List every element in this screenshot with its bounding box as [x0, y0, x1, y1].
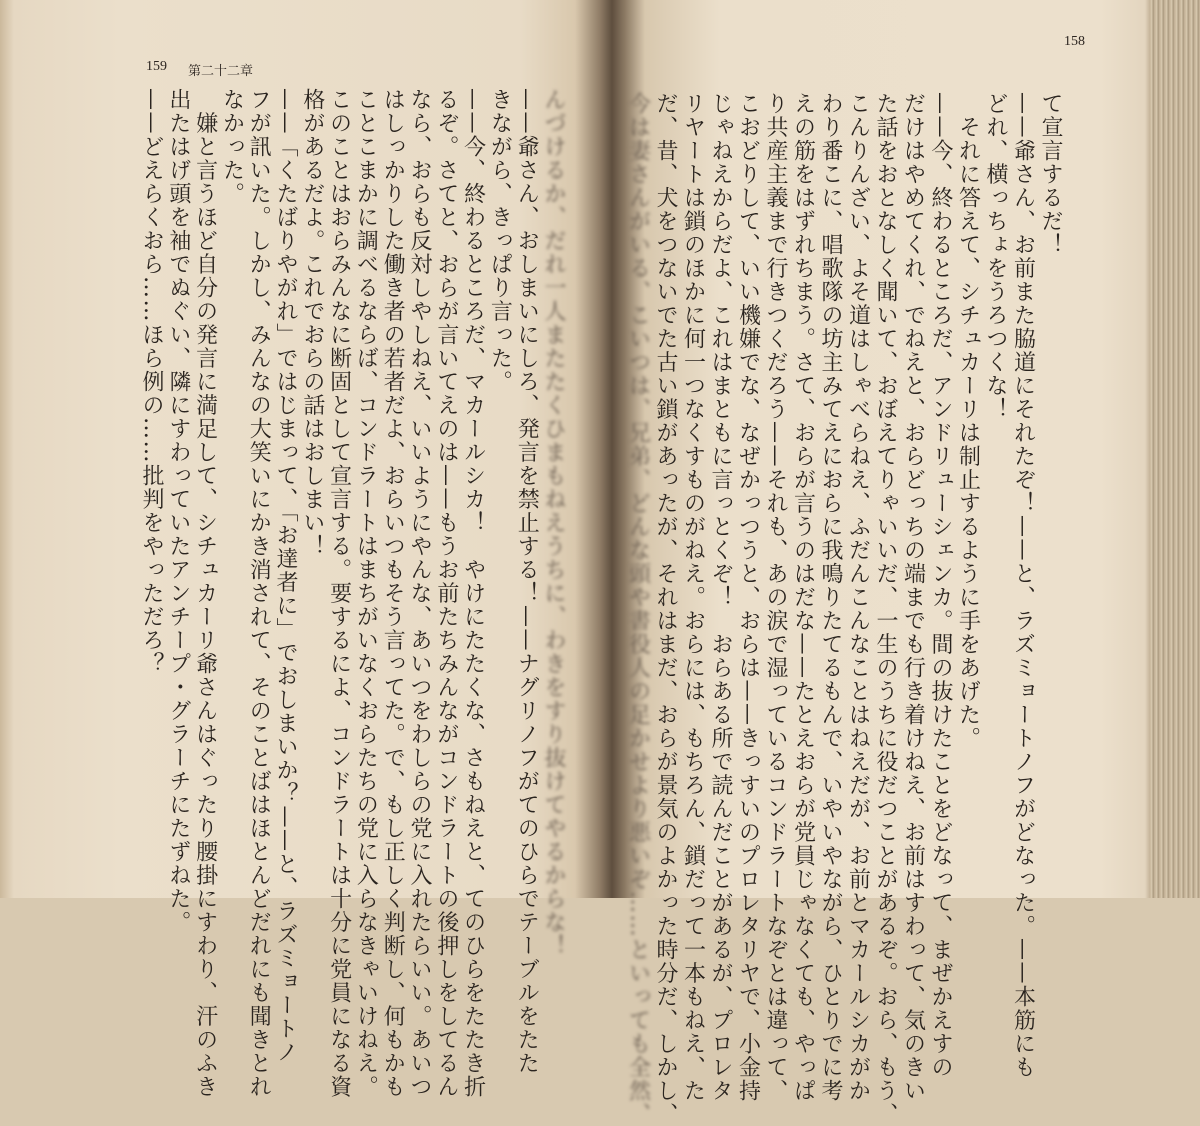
text-column: リヤートは鎖のほかに何一つなくすものがねえ。おらには、もちろん、鎖だって一本もねえ、た: [680, 92, 706, 1103]
text-column: じゃねえからだよ、これはまともに言っとくぞ！ おらある所で読んだことがあるが、プロレタ: [708, 92, 733, 1103]
text-column: 出たはげ頭を袖でぬぐい、隣にすわっていたアンチープ・グラーチにたずねた。: [165, 88, 191, 934]
right-page-text: [624, 92, 1064, 1126]
text-column: ——今、終わるところだ、アンドリューシェンカ。間の抜けたことをどなって、まぜかえすの: [928, 92, 953, 1079]
text-column-blurred: 今は妻さんがいる、こいつは、兄弟、どんな頭や書役人の足かせより悪いぞ……といっても全然、: [625, 92, 651, 1126]
left-page-number: 159: [146, 59, 167, 74]
text-column: るぞ。さてと、おらが言いてえのは——もうお前たちみんながコンドラートの後押しをしてるん: [433, 88, 459, 1099]
text-column: て宣言するだ！: [1038, 92, 1063, 257]
text-column: なら、おらも反対しやしねえ、いいようにやんな、あいつをわしらの党に入れたらいい。あいつ: [407, 88, 433, 1099]
text-column: きながら、きっぱり言った。: [487, 88, 513, 394]
text-column: だ、昔、犬をつないでた古い鎖があったが、それはまだ、おらが景気のよかった時分だ、しかし、: [653, 92, 678, 1126]
left-page-text: [137, 88, 566, 1099]
right-page-number: 158: [1064, 34, 1085, 49]
text-column: ことこまかに調べるならば、コンドラートはまちがいなくおらたちの党に入らなきゃいけねえ。: [353, 88, 379, 1099]
text-column: フが訊いた。しかし、みんなの大笑いにかき消されて、そのことばはほとんどだれにも聞きとれ: [246, 88, 272, 1099]
text-column: わり番こに、唱歌隊の坊主みてえにおらに我鳴りたてるもんで、いやいやながら、ひとりでに考: [818, 92, 843, 1103]
text-column: なかった。: [219, 88, 245, 206]
text-column: こんりんざい、よそ道はしゃべらねえ、ふだんこんなことはねえだが、お前とマカールシカがか: [845, 92, 871, 1103]
text-column: こおどりして、いい機嫌でな、なぜかっつうと、おらは——きっすいのプロレタリヤで、小金持: [735, 92, 761, 1103]
chapter-title: 第二十二章: [188, 64, 254, 79]
text-column: り共産主義まで行きつくだろう——それも、あの涙で湿っているコンドラートなぞとは違って、: [763, 92, 788, 1103]
text-column: た話をおとなしく聞いて、おぼえてりゃいいだ、一生のうちに役だつことがあるぞ。おら、もう、: [873, 92, 898, 1126]
text-column: 嫌と言うほど自分の発言に満足して、シチュカーリ爺さんはぐったり腰掛にすわり、汗のふき: [192, 88, 218, 1099]
text-column: ——今、終わるところだ、マカールシカ！ やけにたたくな、さもねえと、てのひらをたたき折: [460, 88, 486, 1099]
page-edges: [1150, 0, 1200, 898]
text-column: ——爺さん、お前また脇道にそれたぞ！——と、ラズミョートノフがどなった。——本筋にも: [1010, 92, 1036, 1079]
text-column: はしっかりした働き者の若者だよ、おらいつもそう言ってた。で、もし正しく判断し、何もかも: [380, 88, 406, 1099]
text-column: だけはやめてくれ、でねえと、おらどっちの端までも行き着けねえ、お前はすわって、気のきい: [900, 92, 926, 1103]
text-column: ——どえらくおら……ほら例の……批判をやっただろ？: [139, 88, 165, 676]
text-column-blurred: んづけるか、だれ一人またたくひまもねえうちに、わきをすり抜けてやるからな！: [541, 88, 566, 958]
text-column: どれ、横っちょをうろつくな！: [983, 92, 1008, 421]
text-column: ——爺さん、おしまいにしろ、発言を禁止する！——ナグリノフがてのひらでテーブルをたた: [514, 88, 540, 1075]
text-column: このことはおらみんなに断固として宣言する。要するによ、コンドラートは十分に党員になる資: [326, 88, 352, 1099]
text-column: えの筋をはずれちまう。さて、おらが言うのはだな——たとえおらが党員じゃなくても、やっぱ: [790, 92, 816, 1103]
text-column: それに答えて、シチュカーリは制止するように手をあげた。: [955, 92, 981, 750]
text-column: 格があるだよ。これでおらの話はおしまい！: [299, 88, 325, 558]
text-column: ——「くたばりやがれ」ではじまって、「お達者に」でおしまいか？——と、ラズミョートノ: [273, 88, 299, 1064]
